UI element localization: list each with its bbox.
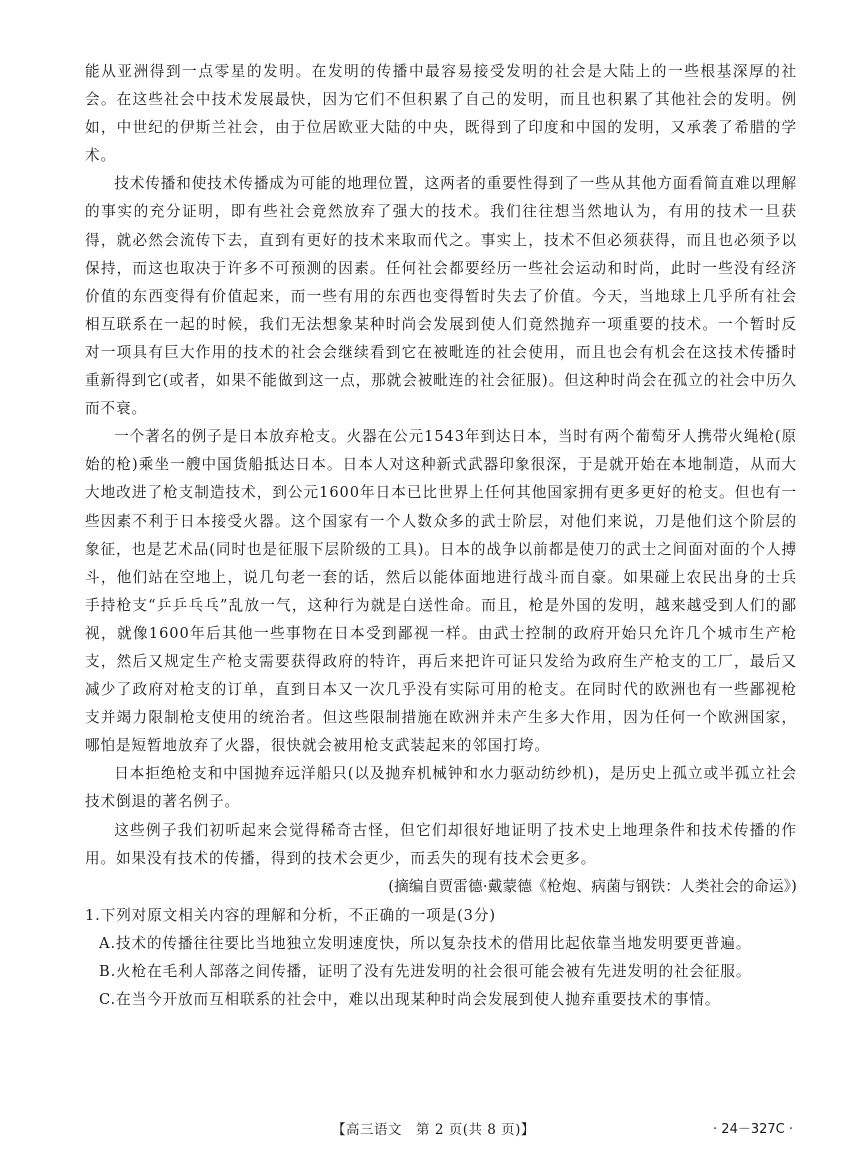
passage-paragraph-3: 一个著名的例子是日本放弃枪支。火器在公元1543年到达日本，当时有两个葡萄牙人携带火绳枪(原始的枪)乘坐一艘中国货船抵达日本。日本人对这种新式武器印象很深，于是就开始在本地制造，从而大大地改进了枪支制造技术，到公元1600年日本已比世界上任何其他国家拥有更多更好的枪支。但也有一些因素不利于日本接受火器。这个国家有一个人数众多的武士阶层，对他们来说，刀是他们这个阶层的象征，也是艺术品(同时也是征服下层阶级的工具)。日本的战争以前都是使刀的武士之间面对面的个人搏斗，他们站在空地上，说几句老一套的话，然后以能体面地进行战斗而自豪。如果碰上农民出身的士兵手持枪支“乒乒乓乓”乱放一气，这种行为就是白送性命。而且，枪是外国的发明，越来越受到人们的鄙视，就像1600年后其他一些事物在日本受到鄙视一样。由武士控制的政府开始只允许几个城市生产枪支，然后又规定生产枪支需要获得政府的特许，再后来把许可证只发给为政府生产枪支的工厂，最后又减少了政府对枪支的订单，直到日本又一次几乎没有实际可用的枪支。在同时代的欧洲也有一些鄙视枪支并竭力限制枪支使用的统治者。但这些限制措施在欧洲并未产生多大作用，因为任何一个欧洲国家，哪怕是短暂地放弃了火器，很快就会被用枪支武装起来的邻国打垮。 [85,428,797,755]
passage-paragraph-4: 日本拒绝枪支和中国抛弃远洋船只(以及抛弃机械钟和水力驱动纺纱机)，是历史上孤立或半孤立社会技术倒退的著名例子。 [85,765,797,811]
reading-passage [85,58,797,901]
passage-paragraph-5: 这些例子我们初听起来会觉得稀奇古怪，但它们却很好地证明了技术史上地理条件和技术传播的作用。如果没有技术的传播，得到的技术会更少，而丢失的现有技术会更多。 [85,821,797,867]
passage-paragraph-2: 技术传播和使技术传播成为可能的地理位置，这两者的重要性得到了一些从其他方面看简直难以理解的事实的充分证明，即有些社会竟然放弃了强大的技术。我们往往想当然地认为，有用的技术一旦获得，就必然会流传下去，直到有更好的技术来取而代之。事实上，技术不但必须获得，而且也必须予以保持，而这也取决于许多不可预测的因素。任何社会都要经历一些社会运动和时尚，此时一些没有经济价值的东西变得有价值起来，而一些有用的东西也变得暂时失去了价值。今天，当地球上几乎所有社会相互联系在一起的时候，我们无法想象某种时尚会发展到使人们竟然抛弃一项重要的技术。一个暂时反对一项具有巨大作用的技术的社会会继续看到它在被毗连的社会使用，而且也会有机会在这技术传播时重新得到它(或者，如果不能做到这一点，那就会被毗连的社会征服)。但这种时尚会在孤立的社会中历久而不衰。 [85,175,797,418]
option-c: C.在当今开放而互相联系的社会中，难以出现某种时尚会发展到使人抛弃重要技术的事情。 [99,991,721,1009]
option-a: A.技术的传播往往要比当地独立发明速度快，所以复杂技术的借用比起依靠当地发明要更普遍。 [99,935,752,953]
question-stem: 1.下列对原文相关内容的理解和分析，不正确的一项是(3分) [85,907,496,924]
footer-page-info: 【高三语文 第 2 页(共 8 页)】 [332,1122,535,1138]
footer-exam-code: · 24－327C · [713,1122,793,1137]
passage-paragraph-1: 能从亚洲得到一点零星的发明。在发明的传播中最容易接受发明的社会是大陆上的一些根基深厚的社会。在这些社会中技术发展最快，因为它们不但积累了自己的发明，而且也积累了其他社会的发明。例如，中世纪的伊斯兰社会，由于位居欧亚大陆的中央，既得到了印度和中国的发明，又承袭了希腊的学术。 [85,63,797,165]
page-footer [0,1118,867,1142]
question-1 [85,902,797,1014]
passage-source: (摘编自贾雷德·戴蒙德《枪炮、病菌与钢铁：人类社会的命运》) [388,877,797,895]
option-b: B.火枪在毛利人部落之间传播，证明了没有先进发明的社会很可能会被有先进发明的社会征服。 [99,963,752,981]
